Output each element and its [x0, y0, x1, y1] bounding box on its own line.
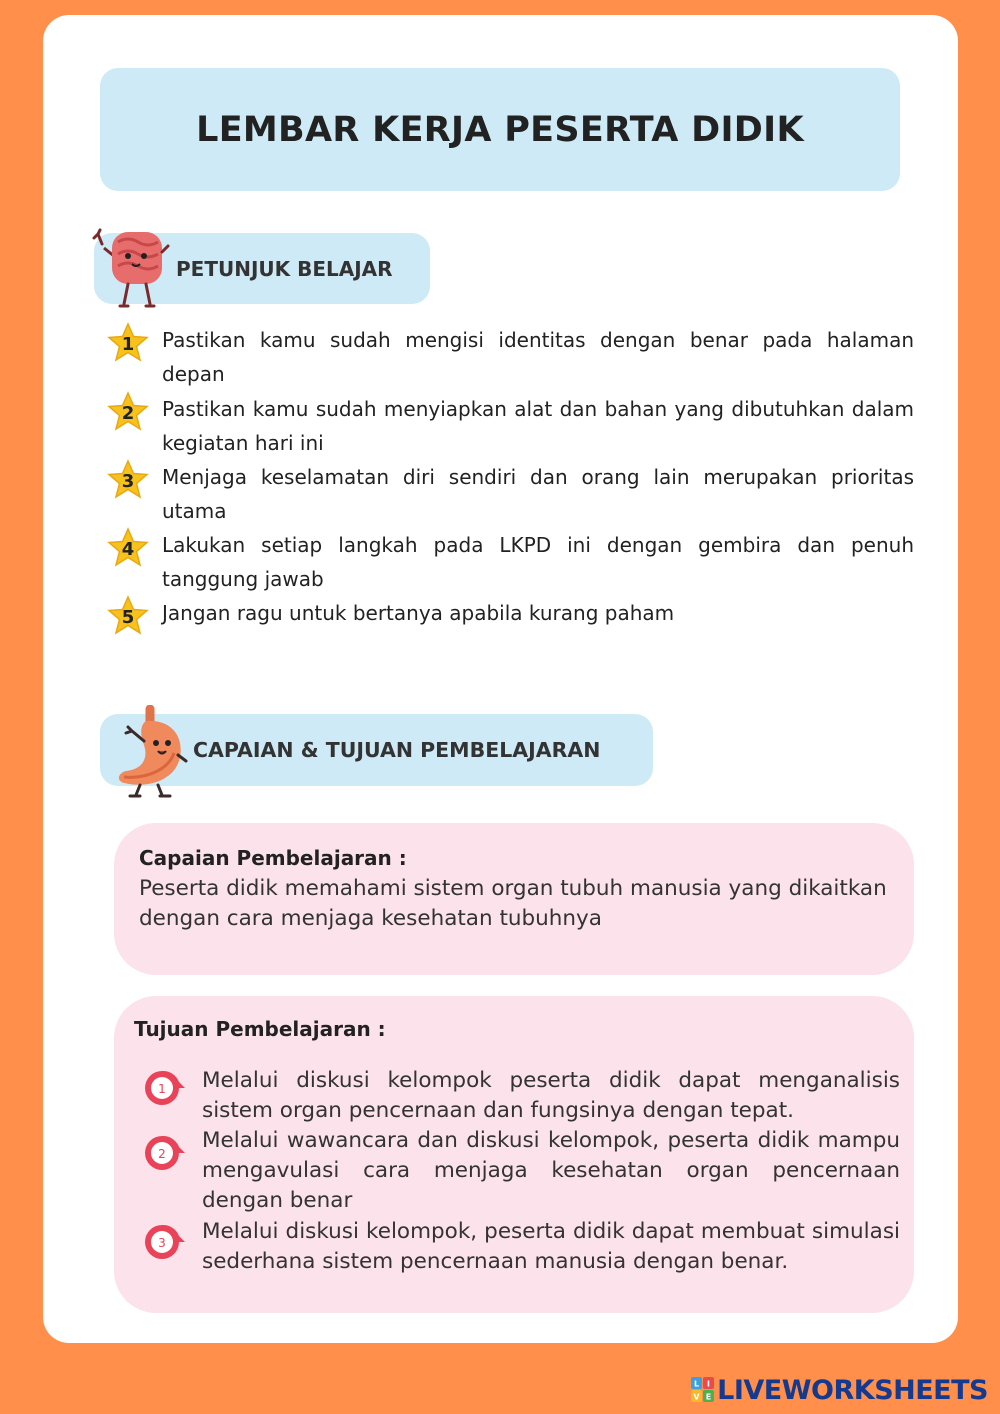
circle-number-icon	[142, 1222, 186, 1262]
section-heading: PETUNJUK BELAJAR	[176, 256, 393, 281]
svg-text:E: E	[705, 1392, 712, 1402]
star-number-icon	[106, 526, 150, 570]
svg-text:I: I	[707, 1379, 711, 1389]
instruction-text: Lakukan setiap langkah pada LKPD ini dengan gembira dan penuh tanggung jawab	[162, 533, 914, 591]
title-banner	[100, 68, 900, 191]
svg-text:5: 5	[121, 607, 135, 628]
svg-text:1: 1	[158, 1082, 166, 1096]
svg-text:V: V	[693, 1392, 700, 1402]
intestine-mascot-icon	[90, 226, 170, 316]
liveworksheets-logo-icon	[691, 1377, 715, 1403]
list-item	[106, 596, 914, 630]
list-item: Melalui diskusi kelompok, peserta didik dapat membuat simulasi sederhana sistem pencernaan manusia dengan benar.	[202, 1219, 900, 1274]
circle-number-icon	[142, 1068, 186, 1108]
section-heading: CAPAIAN & TUJUAN PEMBELAJARAN	[193, 738, 601, 762]
brand-name: LIVEWORKSHEETS	[717, 1374, 988, 1406]
liveworksheets-logo[interactable]	[691, 1370, 988, 1410]
tujuan-heading: Tujuan Pembelajaran :	[134, 1017, 386, 1041]
star-number-icon	[106, 594, 150, 638]
svg-text:4: 4	[121, 539, 135, 560]
svg-text:3: 3	[158, 1236, 166, 1250]
page-title: LEMBAR KERJA PESERTA DIDIK	[196, 109, 804, 150]
star-number-icon	[106, 458, 150, 502]
list-item	[106, 392, 914, 460]
list-item: Melalui wawancara dan diskusi kelompok, peserta didik mampu mengavulasi cara menjaga kesehatan organ pencernaan dengan benar	[202, 1128, 900, 1213]
instruction-text: Pastikan kamu sudah mengisi identitas dengan benar pada halaman depan	[162, 328, 914, 386]
capaian-heading: Capaian Pembelajaran :	[139, 846, 407, 870]
instruction-text: Menjaga keselamatan diri sendiri dan orang lain merupakan prioritas utama	[162, 465, 914, 523]
svg-text:1: 1	[121, 334, 135, 355]
star-number-icon	[106, 390, 150, 434]
list-item	[106, 528, 914, 596]
svg-text:2: 2	[121, 403, 135, 424]
list-item: Melalui diskusi kelompok peserta didik dapat menganalisis sistem organ pencernaan dan fungsinya dengan tepat.	[202, 1068, 900, 1123]
instruction-text: Pastikan kamu sudah menyiapkan alat dan bahan yang dibutuhkan dalam kegiatan hari ini	[162, 397, 914, 455]
svg-text:L: L	[694, 1379, 700, 1389]
circle-number-icon	[142, 1133, 186, 1173]
svg-text:2: 2	[158, 1147, 166, 1161]
list-item	[106, 323, 914, 391]
list-item	[106, 460, 914, 528]
capaian-text: Peserta didik memahami sistem organ tubuh manusia yang dikaitkan dengan cara menjaga kesehatan tubuhnya	[139, 876, 887, 931]
svg-text:3: 3	[121, 471, 135, 492]
star-number-icon	[106, 321, 150, 365]
stomach-mascot-icon	[110, 705, 190, 800]
instruction-text: Jangan ragu untuk bertanya apabila kurang paham	[162, 601, 675, 625]
